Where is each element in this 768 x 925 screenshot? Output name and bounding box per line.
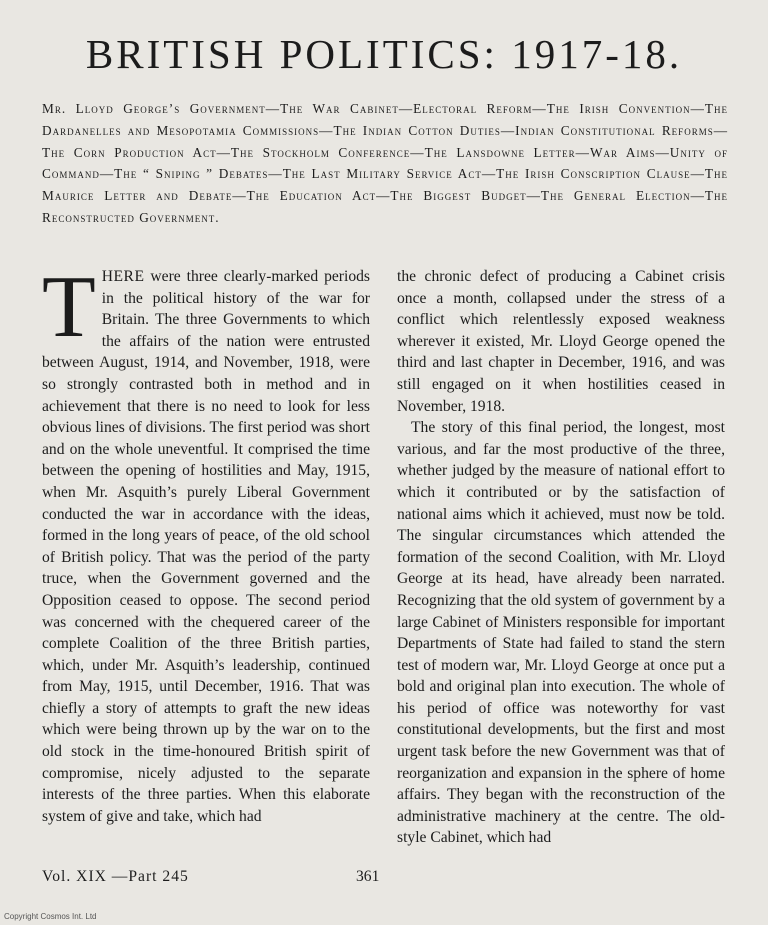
- article-title: BRITISH POLITICS: 1917-18.: [85, 31, 683, 77]
- opening-paragraph: [42, 259, 370, 827]
- opening-paragraph-text: were three clearly-marked periods in the political history of the war for Britain. The three Governments to which the affairs of the nation were entrusted between August, 1914, and November, 1918, were so strongly contrasted both in method and in achievement that there is no need to look for less obvious lines of divisions. The first period was short and on the whole uneventful. It comprised the time between the opening of hostilities and May, 1915, when Mr. Asquith’s purely Liberal Government conducted the war in accordance with the ideas, formed in the long years of peace, of the old school of British policy. That was the period of the party truce, when the Government governed and the Opposition ceased to oppose. The second period was concerned with the chequered career of the complete Coalition of the three British parties, which, under Mr. Asquith’s leadership, continued from May, 1915, until December, 1916. That was chiefly a story of attempts to graft the new ideas which were being thrown up by the war on to the old stock in the time-honoured British spirit of compromise, nicely adjusted to the separate interests of the three parties. When this elaborate system of give and take, which had: [42, 268, 370, 825]
- drop-cap: T: [42, 259, 96, 356]
- continuation-paragraph: the chronic defect of producing a Cabinet crisis once a month, collapsed under the stress of a conflict which relentlessly exposed weakness wherever it existed, Mr. Lloyd George opened the third and last chapter in December, 1916, and was still engaged on it when hostilities ceased in November, 1918.: [397, 268, 725, 415]
- right-column: [397, 266, 725, 849]
- opening-word: HERE: [101, 268, 145, 285]
- second-paragraph: The story of this final period, the longest, most various, and far the most productive of the three, whether judged by the measure of national effort to which it contributed or by the satisfaction of national aims which it achieved, must now be told. The singular circumstances which attended the formation of the second Coalition, with Mr. Lloyd George at its head, have already been narrated. Recognizing that the old system of government by a large Cabinet of Ministers responsible for important Departments of State had failed to stand the stern test of modern war, Mr. Lloyd George at once put a bold and original plan into execution. The whole of his period of office was noteworthy for vast constitutional developments, but the first and most urgent task before the new Government was that of reorganization and expansion in the sphere of home affairs. They began with the reconstruction of the administrative machinery at the centre. The old-style Cabinet, which had: [397, 419, 725, 847]
- volume-footer: Vol. XIX —Part 245: [42, 868, 189, 885]
- copyright-watermark: Copyright Cosmos Int. Ltd: [4, 912, 97, 921]
- left-column: [42, 259, 370, 827]
- chapter-synopsis: Mr. Lloyd George’s Government—The War Cabinet—Electoral Reform—The Irish Convention—The Dardanelles and Mesopotamia Commissions—The Indian Cotton Duties—Indian Constitutional Reforms—The Corn Production Act—The Stockholm Conference—The Lansdowne Letter—War Aims—Unity of Command—The “ Sniping ” Debates—The Last Military Service Act—The Irish Conscription Clause—The Maurice Letter and Debate—The Education Act—The Biggest Budget—The General Election—The Reconstructed Government.: [42, 101, 728, 225]
- page-number: 361: [356, 868, 380, 885]
